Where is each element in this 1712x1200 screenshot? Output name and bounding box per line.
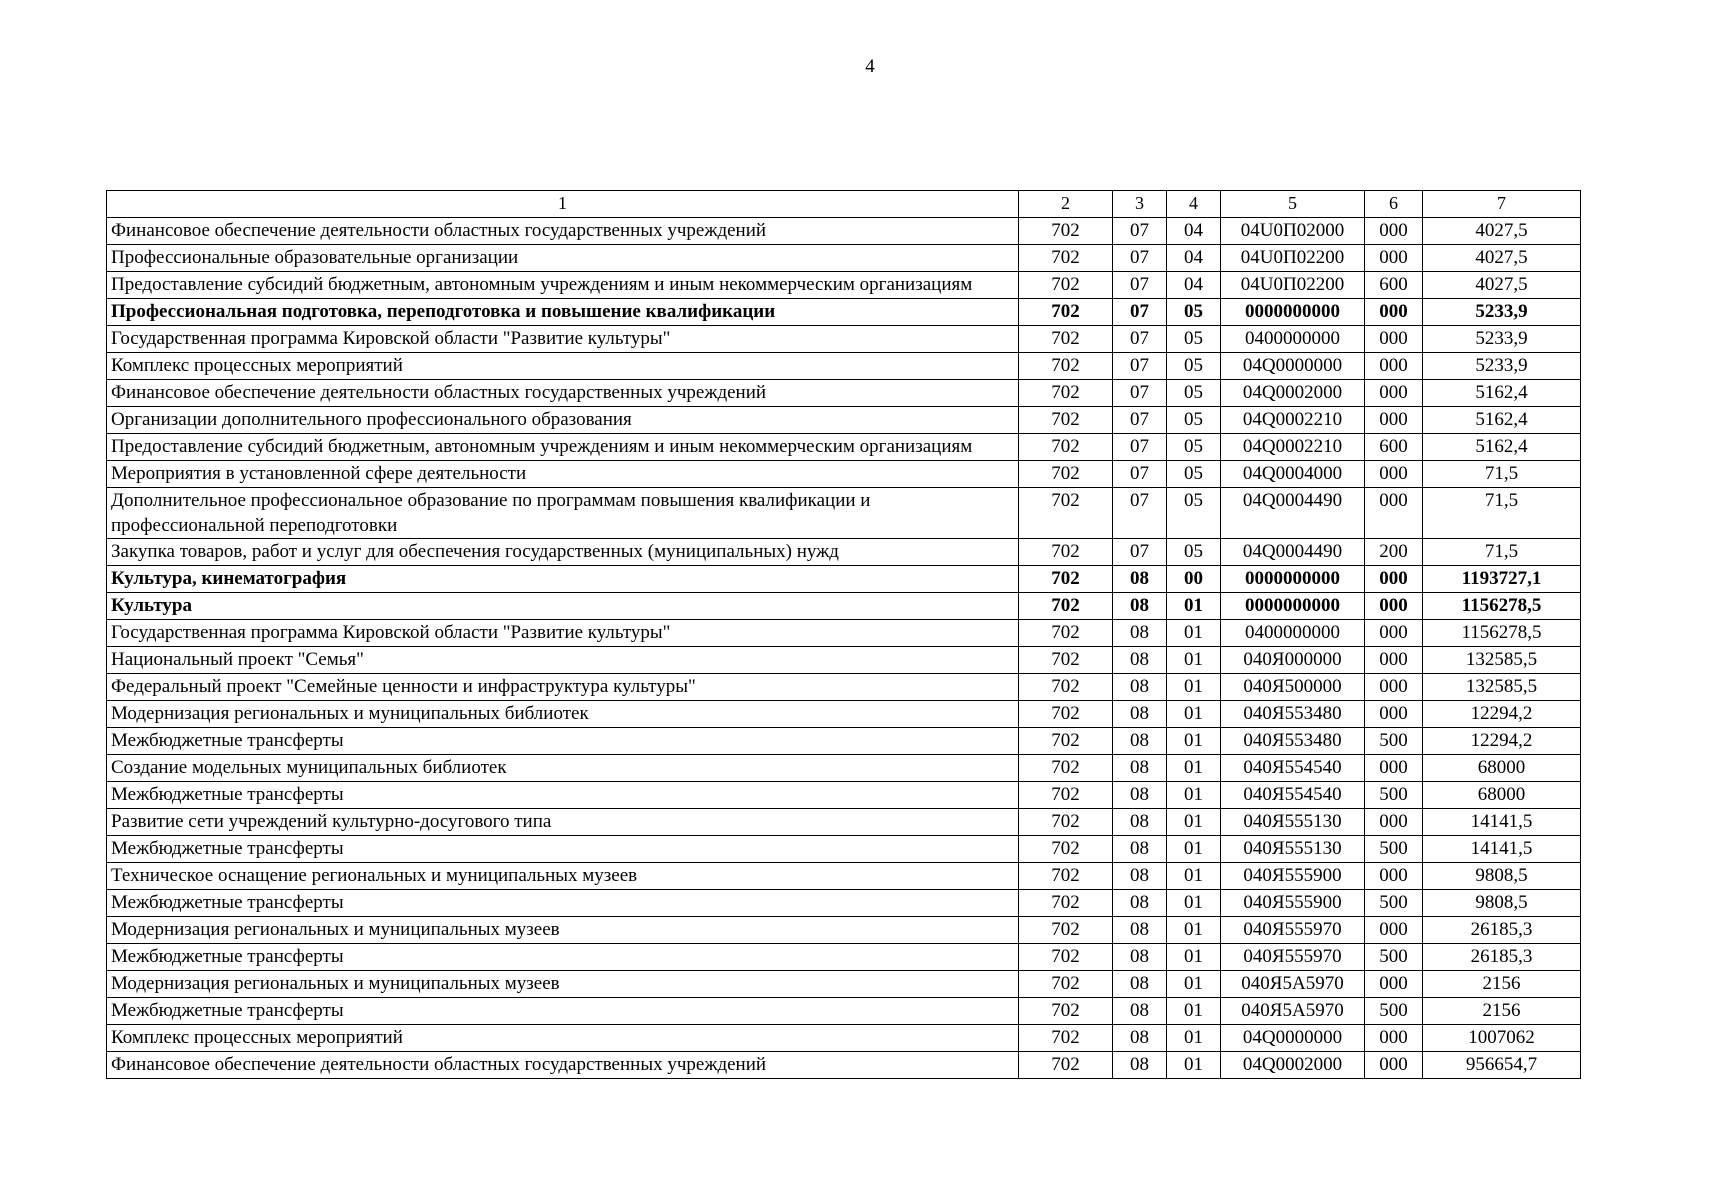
header-col-6: 6 (1365, 191, 1423, 218)
cell-section: 07 (1113, 461, 1167, 488)
cell-subsection: 04 (1167, 245, 1221, 272)
cell-section: 08 (1113, 755, 1167, 782)
cell-ministry-code: 702 (1019, 755, 1113, 782)
cell-amount: 2156 (1423, 971, 1581, 998)
cell-section: 08 (1113, 998, 1167, 1025)
cell-target-article: 04Q0000000 (1221, 1025, 1365, 1052)
table-row (107, 890, 1581, 917)
cell-amount: 5162,4 (1423, 380, 1581, 407)
cell-ministry-code: 702 (1019, 674, 1113, 701)
cell-amount: 14141,5 (1423, 809, 1581, 836)
cell-target-article: 040Я553480 (1221, 701, 1365, 728)
cell-ministry-code: 702 (1019, 728, 1113, 755)
cell-expense-type: 600 (1365, 272, 1423, 299)
cell-amount: 71,5 (1423, 461, 1581, 488)
cell-expense-type: 000 (1365, 407, 1423, 434)
table-row (107, 461, 1581, 488)
cell-name: Профессиональная подготовка, переподготовка и повышение квалификации (107, 299, 1019, 326)
cell-amount: 5233,9 (1423, 353, 1581, 380)
table-row (107, 593, 1581, 620)
cell-expense-type: 200 (1365, 539, 1423, 566)
cell-amount: 26185,3 (1423, 944, 1581, 971)
cell-ministry-code: 702 (1019, 1052, 1113, 1079)
cell-name: Государственная программа Кировской области "Развитие культуры" (107, 326, 1019, 353)
cell-expense-type: 000 (1365, 620, 1423, 647)
cell-subsection: 01 (1167, 782, 1221, 809)
table-body (107, 218, 1581, 1079)
cell-expense-type: 000 (1365, 326, 1423, 353)
table-row (107, 836, 1581, 863)
cell-name: Организации дополнительного профессионального образования (107, 407, 1019, 434)
cell-expense-type: 000 (1365, 1025, 1423, 1052)
cell-amount: 68000 (1423, 782, 1581, 809)
cell-amount: 4027,5 (1423, 272, 1581, 299)
cell-name: Предоставление субсидий бюджетным, автономным учреждениям и иным некоммерческим организациям (107, 272, 1019, 299)
cell-section: 07 (1113, 299, 1167, 326)
cell-section: 07 (1113, 407, 1167, 434)
cell-section: 08 (1113, 863, 1167, 890)
table-row (107, 755, 1581, 782)
cell-section: 08 (1113, 593, 1167, 620)
cell-amount: 1156278,5 (1423, 593, 1581, 620)
cell-ministry-code: 702 (1019, 461, 1113, 488)
header-col-5: 5 (1221, 191, 1365, 218)
cell-target-article: 04Q0002210 (1221, 407, 1365, 434)
cell-subsection: 01 (1167, 809, 1221, 836)
cell-ministry-code: 702 (1019, 809, 1113, 836)
cell-target-article: 040Я500000 (1221, 674, 1365, 701)
cell-expense-type: 500 (1365, 836, 1423, 863)
cell-amount: 12294,2 (1423, 728, 1581, 755)
cell-section: 08 (1113, 971, 1167, 998)
cell-subsection: 01 (1167, 701, 1221, 728)
cell-name: Национальный проект "Семья" (107, 647, 1019, 674)
table-row (107, 299, 1581, 326)
cell-target-article: 04Q0002210 (1221, 434, 1365, 461)
cell-target-article: 040Я555130 (1221, 809, 1365, 836)
cell-amount: 5233,9 (1423, 326, 1581, 353)
cell-name: Межбюджетные трансферты (107, 728, 1019, 755)
cell-section: 07 (1113, 488, 1167, 539)
cell-target-article: 04Q0004490 (1221, 488, 1365, 539)
cell-section: 07 (1113, 434, 1167, 461)
cell-ministry-code: 702 (1019, 890, 1113, 917)
cell-ministry-code: 702 (1019, 647, 1113, 674)
cell-target-article: 04U0П02200 (1221, 272, 1365, 299)
table-row (107, 1052, 1581, 1079)
cell-expense-type: 000 (1365, 299, 1423, 326)
cell-ministry-code: 702 (1019, 407, 1113, 434)
cell-name: Межбюджетные трансферты (107, 782, 1019, 809)
cell-section: 07 (1113, 326, 1167, 353)
cell-subsection: 05 (1167, 539, 1221, 566)
cell-ministry-code: 702 (1019, 593, 1113, 620)
cell-name: Межбюджетные трансферты (107, 944, 1019, 971)
table-row (107, 353, 1581, 380)
cell-ministry-code: 702 (1019, 836, 1113, 863)
cell-expense-type: 000 (1365, 674, 1423, 701)
cell-name: Техническое оснащение региональных и муниципальных музеев (107, 863, 1019, 890)
cell-subsection: 01 (1167, 998, 1221, 1025)
table-row (107, 272, 1581, 299)
cell-section: 07 (1113, 380, 1167, 407)
cell-target-article: 040Я5А5970 (1221, 971, 1365, 998)
cell-amount: 71,5 (1423, 488, 1581, 539)
cell-target-article: 04U0П02200 (1221, 245, 1365, 272)
table-row (107, 488, 1581, 539)
cell-expense-type: 500 (1365, 728, 1423, 755)
cell-amount: 956654,7 (1423, 1052, 1581, 1079)
cell-target-article: 04U0П02000 (1221, 218, 1365, 245)
cell-subsection: 01 (1167, 647, 1221, 674)
cell-subsection: 01 (1167, 971, 1221, 998)
cell-ministry-code: 702 (1019, 353, 1113, 380)
cell-section: 08 (1113, 1052, 1167, 1079)
cell-target-article: 04Q0002000 (1221, 1052, 1365, 1079)
cell-ministry-code: 702 (1019, 488, 1113, 539)
table-row (107, 674, 1581, 701)
cell-ministry-code: 702 (1019, 272, 1113, 299)
cell-amount: 1007062 (1423, 1025, 1581, 1052)
cell-name: Развитие сети учреждений культурно-досугового типа (107, 809, 1019, 836)
cell-ministry-code: 702 (1019, 971, 1113, 998)
table-row (107, 647, 1581, 674)
table-row (107, 944, 1581, 971)
cell-name: Финансовое обеспечение деятельности областных государственных учреждений (107, 380, 1019, 407)
cell-name: Модернизация региональных и муниципальных музеев (107, 917, 1019, 944)
cell-amount: 5162,4 (1423, 434, 1581, 461)
cell-name: Создание модельных муниципальных библиотек (107, 755, 1019, 782)
cell-section: 07 (1113, 245, 1167, 272)
table-row (107, 809, 1581, 836)
cell-name: Комплекс процессных мероприятий (107, 353, 1019, 380)
cell-target-article: 0000000000 (1221, 593, 1365, 620)
cell-target-article: 040Я555900 (1221, 863, 1365, 890)
cell-name: Модернизация региональных и муниципальных музеев (107, 971, 1019, 998)
cell-expense-type: 500 (1365, 944, 1423, 971)
cell-target-article: 040Я555900 (1221, 890, 1365, 917)
cell-amount: 132585,5 (1423, 647, 1581, 674)
cell-subsection: 05 (1167, 353, 1221, 380)
cell-target-article: 040Я555130 (1221, 836, 1365, 863)
cell-section: 08 (1113, 809, 1167, 836)
cell-name: Комплекс процессных мероприятий (107, 1025, 1019, 1052)
cell-name: Предоставление субсидий бюджетным, автономным учреждениям и иным некоммерческим организациям (107, 434, 1019, 461)
header-col-4: 4 (1167, 191, 1221, 218)
table-row (107, 701, 1581, 728)
cell-ministry-code: 702 (1019, 299, 1113, 326)
cell-expense-type: 000 (1365, 1052, 1423, 1079)
header-col-2: 2 (1019, 191, 1113, 218)
cell-expense-type: 000 (1365, 755, 1423, 782)
cell-name: Государственная программа Кировской области "Развитие культуры" (107, 620, 1019, 647)
cell-ministry-code: 702 (1019, 863, 1113, 890)
cell-amount: 4027,5 (1423, 245, 1581, 272)
cell-subsection: 01 (1167, 863, 1221, 890)
cell-ministry-code: 702 (1019, 998, 1113, 1025)
cell-expense-type: 000 (1365, 593, 1423, 620)
table-row (107, 218, 1581, 245)
table-row (107, 566, 1581, 593)
cell-ministry-code: 702 (1019, 245, 1113, 272)
table-row (107, 539, 1581, 566)
cell-subsection: 05 (1167, 326, 1221, 353)
cell-ministry-code: 702 (1019, 218, 1113, 245)
cell-amount: 2156 (1423, 998, 1581, 1025)
table-row (107, 434, 1581, 461)
cell-target-article: 04Q0004490 (1221, 539, 1365, 566)
cell-expense-type: 000 (1365, 701, 1423, 728)
cell-subsection: 01 (1167, 674, 1221, 701)
cell-amount: 9808,5 (1423, 863, 1581, 890)
table-row (107, 407, 1581, 434)
cell-subsection: 05 (1167, 434, 1221, 461)
cell-section: 08 (1113, 1025, 1167, 1052)
cell-amount: 68000 (1423, 755, 1581, 782)
cell-subsection: 01 (1167, 728, 1221, 755)
cell-ministry-code: 702 (1019, 1025, 1113, 1052)
cell-subsection: 01 (1167, 620, 1221, 647)
cell-subsection: 05 (1167, 461, 1221, 488)
table-row (107, 326, 1581, 353)
cell-target-article: 040Я555970 (1221, 944, 1365, 971)
header-col-1: 1 (107, 191, 1019, 218)
cell-subsection: 01 (1167, 755, 1221, 782)
cell-expense-type: 000 (1365, 566, 1423, 593)
cell-section: 08 (1113, 566, 1167, 593)
cell-amount: 4027,5 (1423, 218, 1581, 245)
cell-amount: 12294,2 (1423, 701, 1581, 728)
cell-expense-type: 000 (1365, 809, 1423, 836)
cell-amount: 1193727,1 (1423, 566, 1581, 593)
cell-section: 08 (1113, 836, 1167, 863)
cell-subsection: 04 (1167, 218, 1221, 245)
cell-subsection: 01 (1167, 1025, 1221, 1052)
cell-name: Культура, кинематография (107, 566, 1019, 593)
cell-expense-type: 500 (1365, 998, 1423, 1025)
cell-amount: 26185,3 (1423, 917, 1581, 944)
cell-name: Профессиональные образовательные организации (107, 245, 1019, 272)
cell-name: Мероприятия в установленной сфере деятельности (107, 461, 1019, 488)
page-number: 4 (865, 56, 875, 77)
table-header-row (107, 191, 1581, 218)
cell-amount: 1156278,5 (1423, 620, 1581, 647)
table-row (107, 728, 1581, 755)
cell-amount: 132585,5 (1423, 674, 1581, 701)
table-row (107, 1025, 1581, 1052)
table-row (107, 863, 1581, 890)
cell-section: 07 (1113, 218, 1167, 245)
table-row (107, 917, 1581, 944)
cell-name: Финансовое обеспечение деятельности областных государственных учреждений (107, 218, 1019, 245)
cell-target-article: 040Я554540 (1221, 755, 1365, 782)
cell-section: 08 (1113, 728, 1167, 755)
cell-section: 08 (1113, 620, 1167, 647)
cell-name: Федеральный проект "Семейные ценности и инфраструктура культуры" (107, 674, 1019, 701)
cell-expense-type: 000 (1365, 353, 1423, 380)
cell-target-article: 040Я553480 (1221, 728, 1365, 755)
cell-target-article: 040Я000000 (1221, 647, 1365, 674)
cell-subsection: 05 (1167, 380, 1221, 407)
table-row (107, 380, 1581, 407)
cell-ministry-code: 702 (1019, 380, 1113, 407)
cell-ministry-code: 702 (1019, 326, 1113, 353)
cell-expense-type: 000 (1365, 461, 1423, 488)
cell-subsection: 04 (1167, 272, 1221, 299)
cell-section: 07 (1113, 539, 1167, 566)
cell-amount: 9808,5 (1423, 890, 1581, 917)
cell-target-article: 0400000000 (1221, 620, 1365, 647)
cell-ministry-code: 702 (1019, 620, 1113, 647)
cell-subsection: 05 (1167, 299, 1221, 326)
cell-ministry-code: 702 (1019, 539, 1113, 566)
cell-name: Дополнительное профессиональное образование по программам повышения квалификации и профессиональной переподготовки (107, 488, 1019, 539)
cell-section: 08 (1113, 647, 1167, 674)
cell-expense-type: 600 (1365, 434, 1423, 461)
cell-target-article: 0000000000 (1221, 566, 1365, 593)
cell-name: Финансовое обеспечение деятельности областных государственных учреждений (107, 1052, 1019, 1079)
cell-expense-type: 000 (1365, 218, 1423, 245)
cell-name: Закупка товаров, работ и услуг для обеспечения государственных (муниципальных) нужд (107, 539, 1019, 566)
cell-name: Модернизация региональных и муниципальных библиотек (107, 701, 1019, 728)
cell-expense-type: 000 (1365, 863, 1423, 890)
cell-target-article: 040Я555970 (1221, 917, 1365, 944)
cell-section: 07 (1113, 353, 1167, 380)
cell-target-article: 0400000000 (1221, 326, 1365, 353)
cell-expense-type: 500 (1365, 890, 1423, 917)
cell-expense-type: 500 (1365, 782, 1423, 809)
cell-section: 08 (1113, 782, 1167, 809)
cell-subsection: 00 (1167, 566, 1221, 593)
cell-subsection: 01 (1167, 593, 1221, 620)
cell-ministry-code: 702 (1019, 566, 1113, 593)
cell-expense-type: 000 (1365, 971, 1423, 998)
table-row (107, 620, 1581, 647)
header-col-7: 7 (1423, 191, 1581, 218)
cell-section: 08 (1113, 890, 1167, 917)
cell-ministry-code: 702 (1019, 917, 1113, 944)
header-col-3: 3 (1113, 191, 1167, 218)
cell-section: 08 (1113, 917, 1167, 944)
cell-expense-type: 000 (1365, 917, 1423, 944)
cell-ministry-code: 702 (1019, 701, 1113, 728)
cell-expense-type: 000 (1365, 380, 1423, 407)
cell-subsection: 01 (1167, 917, 1221, 944)
cell-section: 08 (1113, 674, 1167, 701)
table-row (107, 782, 1581, 809)
cell-target-article: 04Q0002000 (1221, 380, 1365, 407)
table-row (107, 998, 1581, 1025)
cell-section: 07 (1113, 272, 1167, 299)
cell-section: 08 (1113, 944, 1167, 971)
cell-subsection: 01 (1167, 890, 1221, 917)
table-row (107, 971, 1581, 998)
cell-ministry-code: 702 (1019, 944, 1113, 971)
cell-subsection: 05 (1167, 488, 1221, 539)
budget-table (106, 190, 1581, 1079)
cell-name: Межбюджетные трансферты (107, 890, 1019, 917)
cell-subsection: 01 (1167, 1052, 1221, 1079)
cell-ministry-code: 702 (1019, 434, 1113, 461)
cell-target-article: 040Я554540 (1221, 782, 1365, 809)
cell-target-article: 040Я5А5970 (1221, 998, 1365, 1025)
cell-amount: 71,5 (1423, 539, 1581, 566)
cell-subsection: 05 (1167, 407, 1221, 434)
cell-expense-type: 000 (1365, 488, 1423, 539)
cell-target-article: 0000000000 (1221, 299, 1365, 326)
cell-ministry-code: 702 (1019, 782, 1113, 809)
cell-amount: 5233,9 (1423, 299, 1581, 326)
cell-name: Межбюджетные трансферты (107, 836, 1019, 863)
cell-section: 08 (1113, 701, 1167, 728)
table-row (107, 245, 1581, 272)
cell-amount: 14141,5 (1423, 836, 1581, 863)
cell-expense-type: 000 (1365, 647, 1423, 674)
cell-subsection: 01 (1167, 836, 1221, 863)
cell-target-article: 04Q0004000 (1221, 461, 1365, 488)
cell-name: Культура (107, 593, 1019, 620)
cell-name: Межбюджетные трансферты (107, 998, 1019, 1025)
cell-amount: 5162,4 (1423, 407, 1581, 434)
cell-target-article: 04Q0000000 (1221, 353, 1365, 380)
cell-subsection: 01 (1167, 944, 1221, 971)
cell-expense-type: 000 (1365, 245, 1423, 272)
